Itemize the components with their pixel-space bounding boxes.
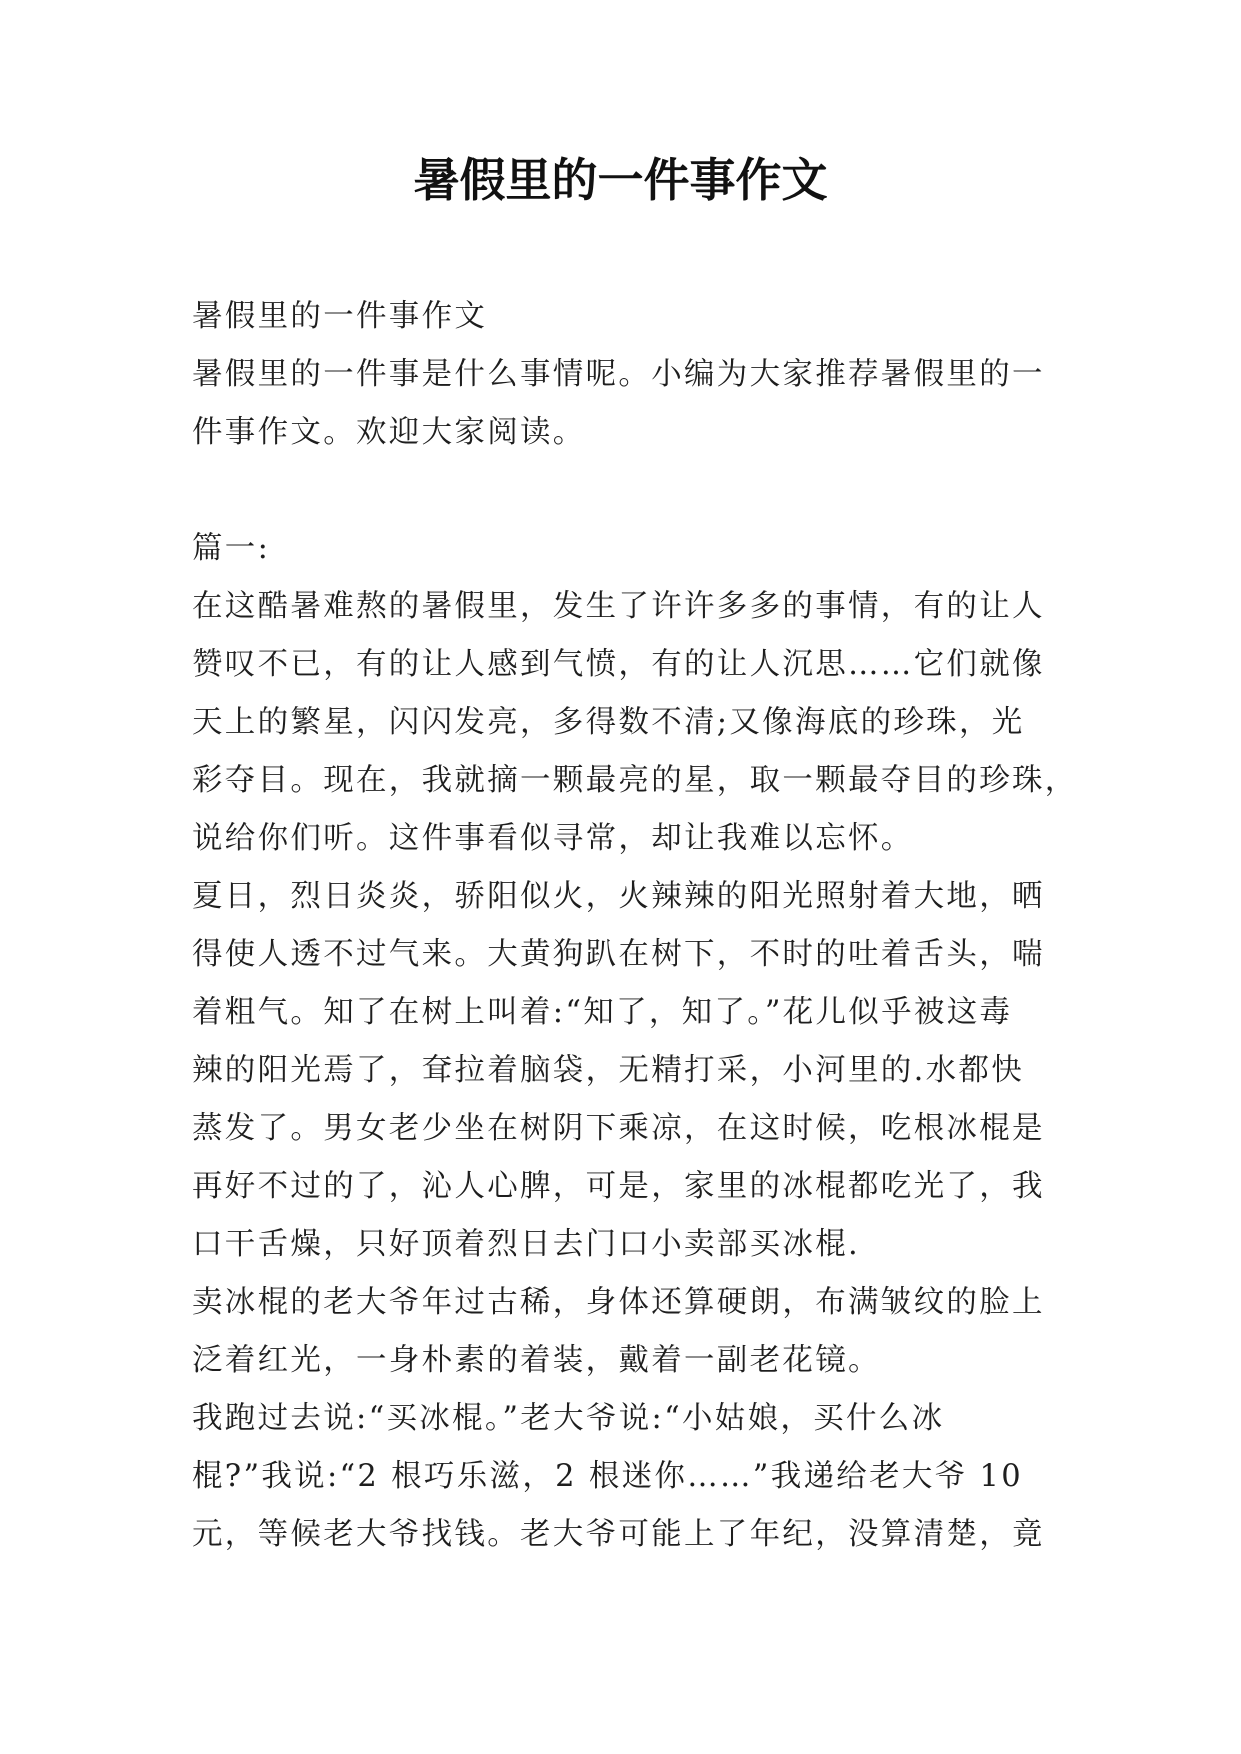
paragraph-4-line-3: 元，等候老大爷找钱。老大爷可能上了年纪，没算清楚，竟: [192, 1517, 1045, 1552]
paragraph-2-line-7: 口干舌燥，只好顶着烈日去门口小卖部买冰棍.: [192, 1227, 860, 1262]
paragraph-2-line-5: 蒸发了。男女老少坐在树阴下乘凉，在这时候，吃根冰棍是: [192, 1111, 1045, 1146]
paragraph-1-line-3: 天上的繁星，闪闪发亮，多得数不清;又像海底的珍珠，光: [192, 705, 1025, 740]
paragraph-1-line-4: 彩夺目。现在，我就摘一颗最亮的星，取一颗最夺目的珍珠，: [192, 763, 1078, 798]
paragraph-1-line-5: 说给你们听。这件事看似寻常，却让我难以忘怀。: [192, 821, 914, 856]
blank-line: [192, 462, 1052, 520]
paragraph-4-line-2: 棍?”我说:“2 根巧乐滋，2 根迷你……”我递给老大爷 10: [192, 1459, 1023, 1494]
document-body: [192, 288, 1078, 1564]
intro-line-2: 件事作文。欢迎大家阅读。: [192, 415, 586, 450]
intro-line-1: 暑假里的一件事是什么事情呢。小编为大家推荐暑假里的一: [192, 357, 1045, 392]
paragraph-2-line-1: 夏日，烈日炎炎，骄阳似火，火辣辣的阳光照射着大地，晒: [192, 879, 1045, 914]
paragraph-2-line-3: 着粗气。知了在树上叫着:“知了，知了。”花儿似乎被这毒: [192, 995, 1013, 1030]
paragraph-2-line-6: 再好不过的了，沁人心脾，可是，家里的冰棍都吃光了，我: [192, 1169, 1045, 1204]
section-heading: 篇一:: [192, 531, 271, 566]
paragraph-2-line-4: 辣的阳光焉了，耷拉着脑袋，无精打采，小河里的.水都快: [192, 1053, 1024, 1088]
document-title: 暑假里的一件事作文: [413, 153, 828, 207]
paragraph-1-line-1: 在这酷暑难熬的暑假里，发生了许许多多的事情，有的让人: [192, 589, 1045, 624]
paragraph-2-line-2: 得使人透不过气来。大黄狗趴在树下，不时的吐着舌头，喘: [192, 937, 1045, 972]
paragraph-4-line-1: 我跑过去说:“买冰棍。”老大爷说:“小姑娘，买什么冰: [192, 1401, 945, 1436]
paragraph-1-line-2: 赞叹不已，有的让人感到气愤，有的让人沉思……它们就像: [192, 647, 1045, 682]
paragraph-3-line-1: 卖冰棍的老大爷年过古稀，身体还算硬朗，布满皱纹的脸上: [192, 1285, 1045, 1320]
paragraph-3-line-2: 泛着红光，一身朴素的着装，戴着一副老花镜。: [192, 1343, 881, 1378]
subtitle-line: 暑假里的一件事作文: [192, 299, 488, 334]
